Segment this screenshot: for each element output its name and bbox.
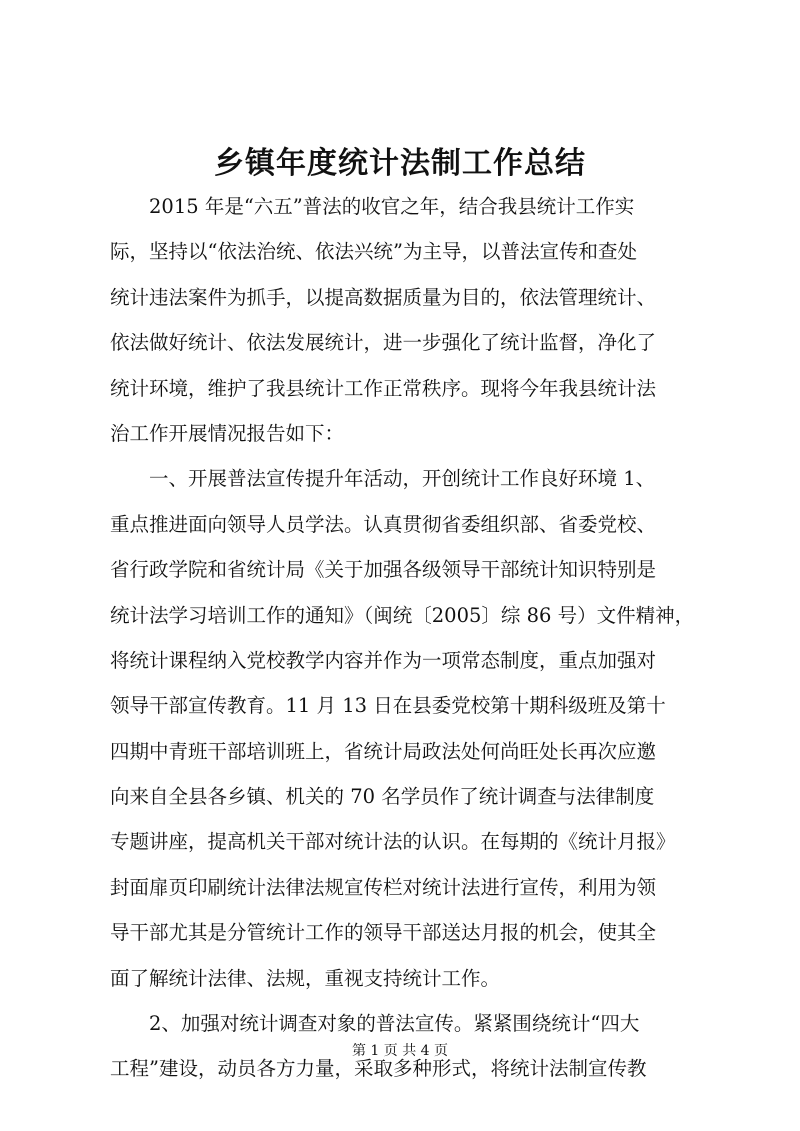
paragraph-line: 统计环境，维护了我县统计工作正常秩序。现将今年我县统计法 — [110, 376, 657, 400]
paragraph-line: 一、开展普法宣传提升年活动，开创统计工作良好环境 1、 — [149, 467, 656, 491]
paragraph-line: 2015 年是“六五”普法的收官之年，结合我县统计工作实 — [149, 195, 635, 218]
paragraph-line: 依法做好统计、依法发展统计，进一步强化了统计监督，净化了 — [110, 331, 657, 355]
page-number-footer: 第 1 页 共 4 页 — [351, 1043, 449, 1059]
paragraph-line: 治工作开展情况报告如下： — [110, 421, 345, 445]
paragraph-line: 省行政学院和省统计局《关于加强各级领导干部统计知识特别是 — [110, 558, 657, 582]
document-title: 乡镇年度统计法制工作总结 — [214, 146, 586, 181]
paragraph-line: 2、加强对统计调查对象的普法宣传。紧紧围绕统计“四大 — [149, 1012, 640, 1036]
paragraph-line: 将统计课程纳入党校教学内容并作为一项常态制度，重点加强对 — [110, 648, 657, 672]
paragraph-line: 面了解统计法律、法规，重视支持统计工作。 — [110, 966, 501, 990]
paragraph-line: 际，坚持以“依法治统、依法兴统”为主导，以普法宣传和查处 — [110, 240, 637, 264]
document-body — [110, 184, 710, 1092]
paragraph-line: 领导干部宣传教育。11 月 13 日在县委党校第十期科级班及第十 — [110, 694, 666, 718]
paragraph-line: 工程”建设，动员各方力量，采取多种形式，将统计法制宣传教 — [110, 1057, 647, 1081]
paragraph-line: 导干部尤其是分管统计工作的领导干部送达月报的机会，使其全 — [110, 921, 657, 945]
paragraph-line: 重点推进面向领导人员学法。认真贯彻省委组织部、省委党校、 — [110, 512, 657, 536]
paragraph-line: 专题讲座，提高机关干部对统计法的认识。在每期的《统计月报》 — [110, 830, 676, 854]
paragraph-line: 统计违法案件为抓手，以提高数据质量为目的，依法管理统计、 — [110, 285, 657, 309]
paragraph-line: 封面扉页印刷统计法律法规宣传栏对统计法进行宣传，利用为领 — [110, 875, 657, 899]
paragraph-line: 统计法学习培训工作的通知》（闽统〔2005〕综 86 号）文件精神， — [110, 603, 695, 627]
paragraph-line: 向来自全县各乡镇、机关的 70 名学员作了统计调查与法律制度 — [110, 785, 655, 809]
paragraph-line: 四期中青班干部培训班上，省统计局政法处何尚旺处长再次应邀 — [110, 739, 657, 763]
